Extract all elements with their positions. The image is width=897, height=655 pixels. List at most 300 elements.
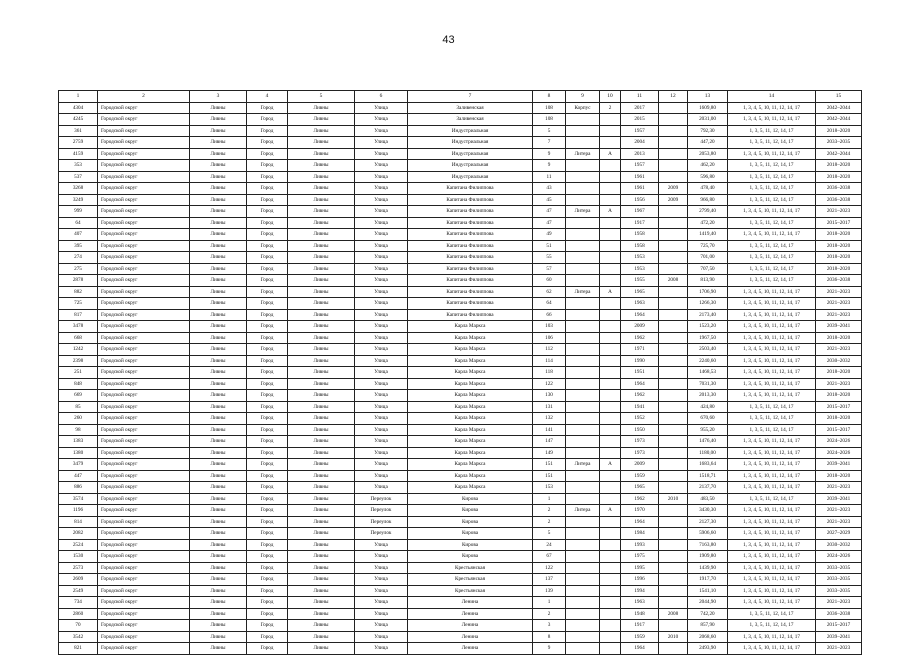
table-cell: Ливны: [190, 597, 247, 609]
table-cell: 4245: [59, 114, 98, 126]
table-cell: 108: [533, 114, 566, 126]
table-row: [59, 597, 862, 609]
table-cell: Городской округ: [98, 217, 190, 229]
table-cell: Городской округ: [98, 390, 190, 402]
table-row: [59, 160, 862, 172]
table-cell: [659, 160, 688, 172]
table-row: [59, 505, 862, 517]
table-row: [59, 436, 862, 448]
column-header: 14: [728, 91, 816, 103]
table-row: [59, 539, 862, 551]
column-header: 13: [688, 91, 728, 103]
table-cell: Улица: [355, 482, 408, 494]
table-cell: 8: [533, 631, 566, 643]
table-cell: [566, 125, 600, 137]
table-cell: [659, 229, 688, 241]
table-cell: 2039–2041: [816, 459, 862, 471]
table-cell: 1962: [621, 332, 659, 344]
table-cell: 2030–2032: [816, 539, 862, 551]
table-cell: Улица: [355, 148, 408, 160]
table-cell: 24: [533, 539, 566, 551]
table-cell: 1970: [621, 505, 659, 517]
table-cell: 3478: [59, 321, 98, 333]
table-cell: Ливны: [190, 125, 247, 137]
table-cell: Улица: [355, 286, 408, 298]
table-cell: Ливны: [288, 229, 355, 241]
column-header: 7: [408, 91, 533, 103]
table-cell: Город: [247, 620, 288, 632]
table-cell: Ливны: [190, 505, 247, 517]
table-cell: 3249: [59, 194, 98, 206]
table-cell: Ливны: [190, 528, 247, 540]
table-cell: [659, 551, 688, 563]
table-cell: [600, 528, 621, 540]
table-cell: Город: [247, 401, 288, 413]
table-cell: Карла Маркса: [408, 355, 533, 367]
table-cell: Карла Маркса: [408, 482, 533, 494]
table-cell: Городской округ: [98, 470, 190, 482]
table-cell: Ливны: [288, 171, 355, 183]
table-cell: 1, 3, 4, 5, 10, 11, 12, 14, 17: [728, 597, 816, 609]
table-cell: Город: [247, 551, 288, 563]
table-cell: Капитана Филиппова: [408, 309, 533, 321]
table-cell: [600, 493, 621, 505]
table-cell: Город: [247, 217, 288, 229]
table-cell: Улица: [355, 229, 408, 241]
table-cell: Улица: [355, 137, 408, 149]
table-cell: Ливны: [190, 493, 247, 505]
table-cell: 60: [533, 275, 566, 287]
table-cell: Карла Маркса: [408, 321, 533, 333]
table-cell: 1, 3, 4, 5, 10, 11, 12, 14, 17: [728, 505, 816, 517]
table-cell: 817: [59, 309, 98, 321]
table-cell: Капитана Филиппова: [408, 263, 533, 275]
table-cell: [659, 424, 688, 436]
table-cell: Город: [247, 539, 288, 551]
table-cell: А: [600, 459, 621, 471]
table-cell: Ливны: [190, 229, 247, 241]
table-cell: [566, 424, 600, 436]
table-cell: [659, 344, 688, 356]
table-cell: 1953: [621, 252, 659, 264]
table-cell: [659, 528, 688, 540]
table-cell: Ливны: [190, 367, 247, 379]
table-cell: [659, 206, 688, 218]
table-cell: 2127,30: [688, 516, 728, 528]
table-cell: 857,90: [688, 620, 728, 632]
table-cell: Городской округ: [98, 516, 190, 528]
table-cell: Городской округ: [98, 424, 190, 436]
table-cell: [600, 298, 621, 310]
table-cell: Ливны: [190, 643, 247, 655]
table-cell: 2018–2020: [816, 240, 862, 252]
table-cell: 1, 3, 4, 5, 10, 11, 12, 14, 17: [728, 459, 816, 471]
table-cell: Город: [247, 493, 288, 505]
table-cell: Ливны: [190, 585, 247, 597]
table-cell: 151: [533, 470, 566, 482]
table-cell: 1, 3, 4, 5, 10, 11, 12, 14, 17: [728, 206, 816, 218]
table-cell: Ливны: [190, 390, 247, 402]
table-cell: [566, 539, 600, 551]
table-cell: Ленина: [408, 597, 533, 609]
table-cell: Улица: [355, 102, 408, 114]
table-cell: 2013,30: [688, 390, 728, 402]
table-cell: 45: [533, 194, 566, 206]
table-cell: [600, 194, 621, 206]
table-cell: 2010: [659, 631, 688, 643]
table-cell: 2039–2041: [816, 493, 862, 505]
table-cell: Карла Маркса: [408, 344, 533, 356]
table-row: [59, 585, 862, 597]
table-cell: 1, 3, 5, 11, 12, 14, 17: [728, 401, 816, 413]
table-cell: Город: [247, 355, 288, 367]
table-cell: Город: [247, 206, 288, 218]
table-cell: [566, 367, 600, 379]
table-cell: [659, 125, 688, 137]
table-cell: [566, 217, 600, 229]
table-cell: Городской округ: [98, 436, 190, 448]
table-cell: [659, 482, 688, 494]
table-cell: 2009: [659, 194, 688, 206]
table-cell: Карла Маркса: [408, 424, 533, 436]
table-row: [59, 367, 862, 379]
table-cell: Городской округ: [98, 275, 190, 287]
table-cell: 2053,80: [688, 148, 728, 160]
table-cell: Городской округ: [98, 344, 190, 356]
table-cell: Ливны: [288, 160, 355, 172]
table-cell: Городской округ: [98, 608, 190, 620]
table-cell: 5: [533, 528, 566, 540]
table-cell: [659, 367, 688, 379]
table-cell: Город: [247, 574, 288, 586]
table-cell: 137: [533, 574, 566, 586]
table-cell: 2009: [621, 459, 659, 471]
table-cell: Ливны: [288, 505, 355, 517]
table-cell: 2021–2023: [816, 516, 862, 528]
table-body: [59, 91, 862, 655]
table-cell: [659, 643, 688, 655]
table-cell: [659, 240, 688, 252]
table-cell: 2018–2020: [816, 229, 862, 241]
table-cell: Ливны: [288, 528, 355, 540]
table-cell: Городской округ: [98, 401, 190, 413]
table-cell: Ливны: [288, 206, 355, 218]
table-cell: Ливны: [288, 470, 355, 482]
table-cell: Город: [247, 562, 288, 574]
table-cell: 9: [533, 148, 566, 160]
table-cell: [659, 574, 688, 586]
table-cell: 2015–2017: [816, 217, 862, 229]
table-cell: [659, 171, 688, 183]
table-cell: 701,00: [688, 252, 728, 264]
table-cell: [600, 309, 621, 321]
housing-register-table: [58, 90, 862, 655]
table-row: [59, 516, 862, 528]
table-cell: Город: [247, 631, 288, 643]
table-cell: Город: [247, 482, 288, 494]
table-cell: Улица: [355, 183, 408, 195]
table-cell: 1917: [621, 620, 659, 632]
table-cell: Ливны: [190, 447, 247, 459]
table-cell: Улица: [355, 378, 408, 390]
table-cell: Улица: [355, 298, 408, 310]
table-cell: Индустриальная: [408, 160, 533, 172]
table-cell: 1950: [621, 424, 659, 436]
table-cell: [600, 574, 621, 586]
table-cell: 114: [533, 355, 566, 367]
table-cell: Кирова: [408, 516, 533, 528]
table-cell: [566, 551, 600, 563]
table-cell: 1266,30: [688, 298, 728, 310]
table-cell: 1468,53: [688, 367, 728, 379]
table-cell: 395: [59, 240, 98, 252]
table-cell: 1963: [621, 597, 659, 609]
table-cell: Ливны: [190, 102, 247, 114]
table-cell: Улица: [355, 447, 408, 459]
table-cell: 1541,10: [688, 585, 728, 597]
table-cell: [566, 263, 600, 275]
table-cell: Ливны: [288, 539, 355, 551]
table-cell: 2015–2017: [816, 424, 862, 436]
table-cell: [659, 597, 688, 609]
table-cell: [600, 447, 621, 459]
table-row: [59, 378, 862, 390]
table-cell: 122: [533, 378, 566, 390]
table-cell: [566, 252, 600, 264]
table-cell: Ливны: [190, 298, 247, 310]
table-cell: Кирова: [408, 528, 533, 540]
table-cell: 2024–2026: [816, 551, 862, 563]
table-cell: 742,20: [688, 608, 728, 620]
table-cell: [600, 482, 621, 494]
table-cell: 1, 3, 4, 5, 10, 11, 12, 14, 17: [728, 631, 816, 643]
table-cell: 2068,60: [688, 631, 728, 643]
table-cell: 1, 3, 5, 11, 12, 14, 17: [728, 493, 816, 505]
table-cell: 47: [533, 206, 566, 218]
table-cell: 1967: [621, 206, 659, 218]
table-cell: [566, 562, 600, 574]
table-cell: [600, 470, 621, 482]
table-cell: 1990: [621, 355, 659, 367]
table-cell: Капитана Филиппова: [408, 194, 533, 206]
table-cell: 1, 3, 4, 5, 10, 11, 12, 14, 17: [728, 562, 816, 574]
table-cell: Ливны: [288, 355, 355, 367]
table-cell: [659, 148, 688, 160]
table-cell: Городской округ: [98, 298, 190, 310]
table-cell: [600, 240, 621, 252]
table-cell: 882: [59, 286, 98, 298]
table-cell: [600, 562, 621, 574]
table-cell: 2018–2020: [816, 413, 862, 425]
table-cell: Город: [247, 516, 288, 528]
table-cell: Город: [247, 148, 288, 160]
table-cell: Ливны: [190, 160, 247, 172]
table-cell: 2082: [59, 528, 98, 540]
table-cell: [600, 137, 621, 149]
column-header: 2: [98, 91, 190, 103]
table-row: [59, 631, 862, 643]
table-cell: Городской округ: [98, 493, 190, 505]
table-cell: Ливны: [288, 574, 355, 586]
table-cell: Ливны: [288, 137, 355, 149]
table-cell: Улица: [355, 562, 408, 574]
table-cell: Переулок: [355, 528, 408, 540]
table-cell: 11: [533, 171, 566, 183]
table-row: [59, 459, 862, 471]
table-cell: [600, 114, 621, 126]
table-cell: Город: [247, 286, 288, 298]
table-cell: 132: [533, 413, 566, 425]
table-cell: Город: [247, 252, 288, 264]
table-cell: Город: [247, 344, 288, 356]
table-cell: 1957: [621, 160, 659, 172]
table-cell: [566, 401, 600, 413]
column-header: 4: [247, 91, 288, 103]
table-cell: Ливны: [288, 148, 355, 160]
table-cell: Ленина: [408, 631, 533, 643]
table-cell: 669: [59, 390, 98, 402]
table-cell: Улица: [355, 194, 408, 206]
table-cell: [659, 436, 688, 448]
table-cell: 2008: [659, 608, 688, 620]
table-cell: Ливны: [190, 574, 247, 586]
table-cell: [566, 608, 600, 620]
table-cell: Город: [247, 332, 288, 344]
table-cell: Город: [247, 608, 288, 620]
table-cell: Переулок: [355, 516, 408, 528]
table-cell: 57: [533, 263, 566, 275]
table-cell: 2015–2017: [816, 620, 862, 632]
table-cell: [600, 367, 621, 379]
table-cell: 2878: [59, 275, 98, 287]
table-cell: Город: [247, 309, 288, 321]
table-cell: Ливны: [288, 631, 355, 643]
table-cell: 2: [533, 516, 566, 528]
table-cell: 139: [533, 585, 566, 597]
table-cell: 1995: [621, 562, 659, 574]
table-cell: 2240,60: [688, 355, 728, 367]
table-cell: 1962: [621, 493, 659, 505]
table-cell: Ливны: [190, 551, 247, 563]
table-cell: Ливны: [288, 585, 355, 597]
table-cell: Корпус: [566, 102, 600, 114]
table-cell: Улица: [355, 608, 408, 620]
table-cell: 1, 3, 4, 5, 10, 11, 12, 14, 17: [728, 436, 816, 448]
table-cell: [566, 390, 600, 402]
table-cell: 55: [533, 252, 566, 264]
table-cell: Улица: [355, 390, 408, 402]
table-cell: [566, 183, 600, 195]
table-cell: Ливны: [190, 608, 247, 620]
table-cell: 2021–2023: [816, 643, 862, 655]
table-cell: 1, 3, 5, 11, 12, 14, 17: [728, 413, 816, 425]
table-cell: 2033–2035: [816, 137, 862, 149]
table-row: [59, 171, 862, 183]
table-cell: Капитана Филиппова: [408, 217, 533, 229]
table-row: [59, 229, 862, 241]
table-cell: 1, 3, 4, 5, 10, 11, 12, 14, 17: [728, 574, 816, 586]
table-cell: Улица: [355, 424, 408, 436]
table-cell: Ливны: [190, 401, 247, 413]
table-cell: 62: [533, 286, 566, 298]
table-cell: Ливны: [288, 597, 355, 609]
table-cell: 2: [600, 102, 621, 114]
table-cell: [566, 585, 600, 597]
table-cell: 1439,90: [688, 562, 728, 574]
table-cell: [659, 217, 688, 229]
table-cell: [600, 413, 621, 425]
table-cell: 1975: [621, 551, 659, 563]
table-row: [59, 102, 862, 114]
table-cell: 2036–2038: [816, 183, 862, 195]
table-cell: 7163,80: [688, 539, 728, 551]
table-cell: Капитана Филиппова: [408, 286, 533, 298]
table-cell: Улица: [355, 263, 408, 275]
table-cell: 1, 3, 4, 5, 10, 11, 12, 14, 17: [728, 102, 816, 114]
table-cell: Городской округ: [98, 562, 190, 574]
table-cell: Ливны: [288, 217, 355, 229]
table-cell: [600, 551, 621, 563]
table-cell: А: [600, 286, 621, 298]
table-cell: Улица: [355, 344, 408, 356]
table-cell: Ливны: [288, 516, 355, 528]
table-cell: 668: [59, 332, 98, 344]
table-cell: Город: [247, 114, 288, 126]
table-cell: 1, 3, 5, 11, 12, 14, 17: [728, 183, 816, 195]
table-cell: Городской округ: [98, 643, 190, 655]
table-row: [59, 424, 862, 436]
table-cell: Городской округ: [98, 332, 190, 344]
table-cell: Ливны: [288, 390, 355, 402]
table-cell: 1530: [59, 551, 98, 563]
table-cell: Город: [247, 470, 288, 482]
table-cell: 1476,40: [688, 436, 728, 448]
table-cell: 2173,40: [688, 309, 728, 321]
table-cell: 2609: [59, 574, 98, 586]
column-header: 1: [59, 91, 98, 103]
table-cell: 2549: [59, 585, 98, 597]
table-cell: 447,20: [688, 137, 728, 149]
table-cell: Индустриальная: [408, 148, 533, 160]
table-cell: 1, 3, 5, 11, 12, 14, 17: [728, 608, 816, 620]
table-cell: 2015–2017: [816, 401, 862, 413]
table-cell: 5906,60: [688, 528, 728, 540]
table-cell: 2015: [621, 114, 659, 126]
table-cell: 1, 3, 4, 5, 10, 11, 12, 14, 17: [728, 148, 816, 160]
table-cell: Капитана Филиппова: [408, 275, 533, 287]
table-cell: Город: [247, 378, 288, 390]
table-cell: 2030–2032: [816, 355, 862, 367]
table-cell: Карла Маркса: [408, 459, 533, 471]
table-cell: [600, 643, 621, 655]
table-row: [59, 137, 862, 149]
table-cell: Ливны: [190, 321, 247, 333]
table-cell: 147: [533, 436, 566, 448]
table-cell: 153: [533, 482, 566, 494]
table-cell: Город: [247, 263, 288, 275]
column-header: 8: [533, 91, 566, 103]
table-cell: 821: [59, 643, 98, 655]
table-cell: 1, 3, 5, 11, 12, 14, 17: [728, 137, 816, 149]
table-cell: Городской округ: [98, 148, 190, 160]
table-cell: 1, 3, 5, 11, 12, 14, 17: [728, 160, 816, 172]
table-row: [59, 321, 862, 333]
table-cell: Кирова: [408, 505, 533, 517]
table-cell: Карла Маркса: [408, 470, 533, 482]
table-cell: 670,60: [688, 413, 728, 425]
table-cell: Городской округ: [98, 171, 190, 183]
table-cell: Ливны: [190, 620, 247, 632]
